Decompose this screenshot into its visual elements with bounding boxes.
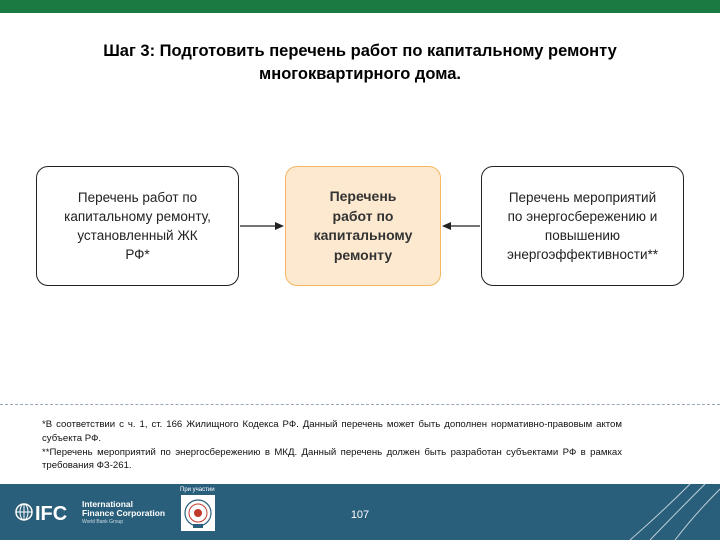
page-number: 107	[350, 509, 370, 521]
partner-label: При участии	[180, 487, 215, 493]
ifc-logo-icon	[14, 497, 80, 527]
svg-text:IFC: IFC	[35, 503, 68, 525]
box-right-line-3: повышению	[544, 228, 621, 243]
box-center-line-3: капитальному	[313, 227, 413, 243]
box-left-line-2: капитальному ремонту,	[64, 209, 211, 224]
ifc-group-name: World Bank Group	[82, 519, 124, 525]
box-left-line-4: РФ*	[125, 247, 150, 262]
footnote-2: **Перечень мероприятий по энергосбережению в МКД. Данный перечень должен быть разработан субъектами РФ в рамках требования ФЗ-261.	[42, 446, 622, 472]
ifc-name-line-2: Finance Corporation	[82, 508, 166, 518]
footer-decorative-lines	[620, 484, 720, 540]
partner-emblem-icon	[181, 495, 215, 531]
slide-title-line-2: многоквартирного дома.	[259, 65, 461, 83]
ifc-name-line-1: International	[82, 499, 134, 509]
ifc-organization-name	[82, 500, 165, 518]
footnotes	[42, 418, 622, 473]
box-right-line-4: энергоэффективности**	[506, 247, 658, 262]
box-left-line-3: установленный ЖК	[77, 228, 198, 243]
arrow-right-to-center	[442, 222, 480, 230]
arrow-left-to-center	[240, 222, 284, 230]
box-center-line-4: ремонту	[333, 246, 393, 263]
box-center-line-1: Перечень	[329, 188, 397, 204]
box-left-line-1: Перечень работ по	[77, 190, 198, 205]
box-right-line-2: по энергосбережению и	[507, 209, 658, 224]
footnote-1: *В соответствии с ч. 1, ст. 166 Жилищного Кодекса РФ. Данный перечень может быть дополнен нормативно-правовым актом субъекта РФ.	[42, 419, 622, 444]
footnote-divider	[0, 404, 720, 405]
slide-title-line-1: Шаг 3: Подготовить перечень работ по капитальному ремонту	[103, 42, 617, 60]
box-right-line-1: Перечень мероприятий	[508, 190, 657, 205]
box-center-line-2: работ по	[332, 207, 394, 224]
